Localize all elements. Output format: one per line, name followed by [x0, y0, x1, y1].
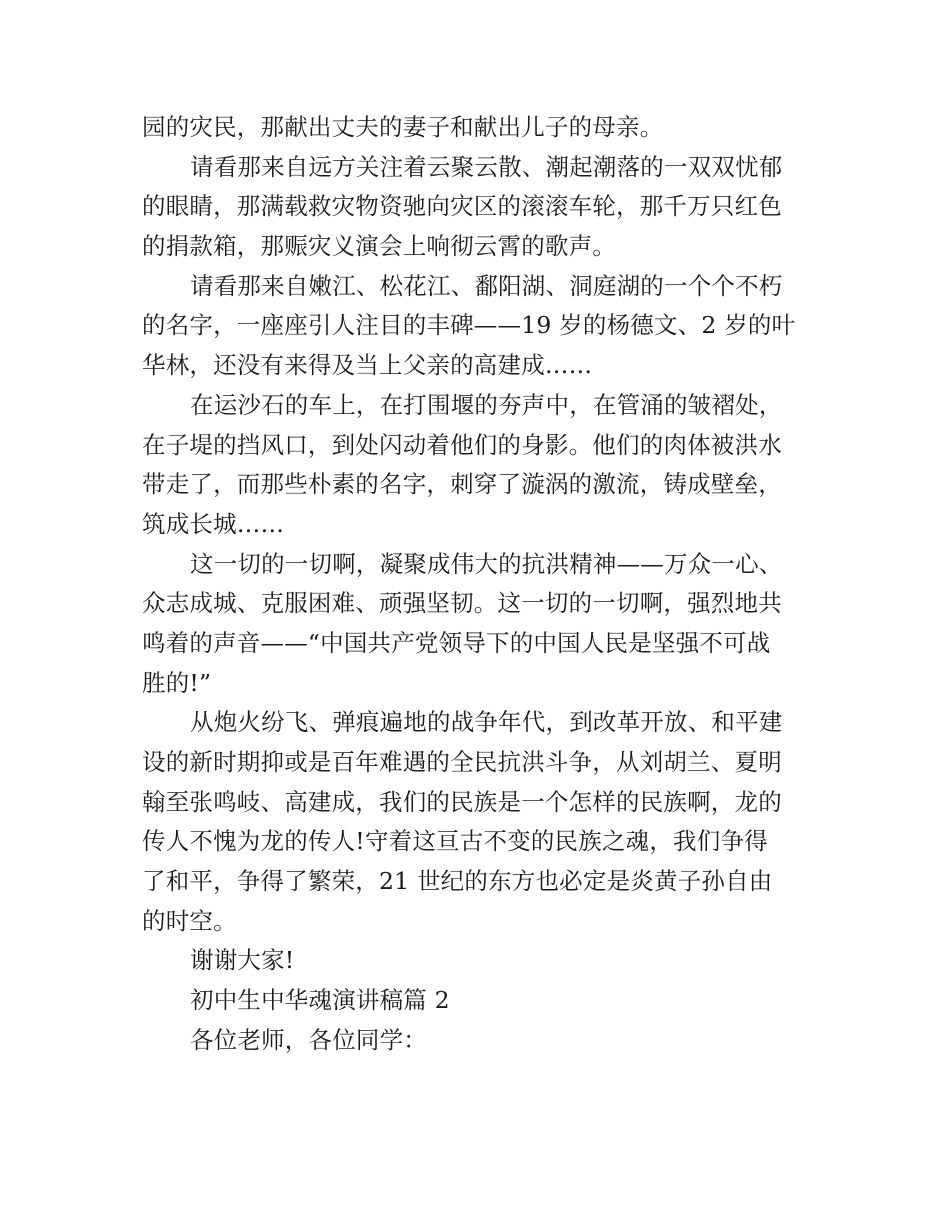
- salutation-line: 各位老师，各位同学：: [190, 1025, 427, 1054]
- text-line: 了和平，争得了繁荣，21 世纪的东方也必定是炎黄子孙自由: [142, 867, 773, 896]
- text-line: 带走了，而那些朴素的名字，刺穿了漩涡的激流，铸成壁垒，: [142, 470, 782, 499]
- text-line: 鸣着的声音——“中国共产党领导下的中国人民是坚强不可战: [142, 628, 771, 657]
- text-line: 在子堤的挡风口，到处闪动着他们的身影。他们的肉体被洪水: [142, 430, 782, 459]
- text-line: 众志成城、克服困难、顽强坚韧。这一切的一切啊，强烈地共: [142, 589, 782, 618]
- text-line: 请看那来自远方关注着云聚云散、潮起潮落的一双双忧郁: [190, 152, 783, 181]
- text-line: 华林，还没有来得及当上父亲的高建成……: [142, 351, 593, 380]
- text-line: 的眼睛，那满载救灾物资驰向灾区的滚滚车轮，那千万只红色: [142, 192, 782, 221]
- document-body: [142, 108, 812, 1061]
- text-line: 这一切的一切啊，凝聚成伟大的抗洪精神——万众一心、: [190, 549, 783, 578]
- text-line: 筑成长城……: [142, 509, 285, 538]
- text-line: 请看那来自嫩江、松花江、鄱阳湖、洞庭湖的一个个不朽: [190, 271, 783, 300]
- text-line: 园的灾民，那献出丈夫的妻子和献出儿子的母亲。: [142, 113, 664, 141]
- text-line: 的捐款箱，那赈灾义演会上响彻云霄的歌声。: [142, 232, 616, 261]
- section-title: 初中生中华魂演讲稿篇 2: [190, 986, 450, 1015]
- text-line: 胜的!”: [142, 668, 212, 697]
- text-line: 设的新时期抑或是百年难遇的全民抗洪斗争，从刘胡兰、夏明: [142, 748, 782, 776]
- text-line: 翰至张鸣岐、高建成，我们的民族是一个怎样的民族啊，龙的: [142, 787, 782, 816]
- text-line: 在运沙石的车上，在打围堰的夯声中，在管涌的皱褶处，: [190, 390, 783, 419]
- text-line: 传人不愧为龙的传人!守着这亘古不变的民族之魂，我们争得: [142, 827, 768, 856]
- closing-line: 谢谢大家!: [190, 946, 295, 975]
- text-line: 的时空。: [142, 906, 237, 935]
- text-line: 从炮火纷飞、弹痕遍地的战争年代，到改革开放、和平建: [190, 708, 783, 737]
- text-line: 的名字，一座座引人注目的丰碑——19 岁的杨德文、2 岁的叶: [142, 311, 796, 340]
